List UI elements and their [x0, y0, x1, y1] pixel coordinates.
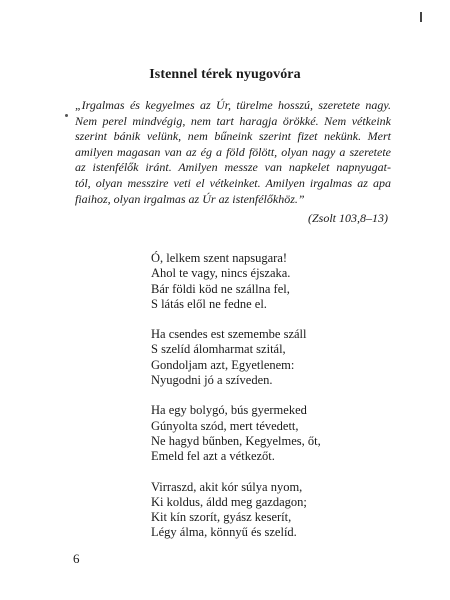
verse-line: Ki koldus, áldd meg gazdagon;: [151, 494, 307, 509]
bible-citation: (Zsolt 103,8–13): [307, 211, 388, 225]
epigraph-line: szerint bánik velünk, nem bűneink szerint fizet nekünk. Mert: [75, 129, 391, 144]
verse-line: Ha egy bolygó, bús gyermeked: [151, 403, 307, 418]
verse-line: Légy álma, könnyű és szelíd.: [151, 525, 297, 540]
verse-line: S szelíd álomharmat szitál,: [151, 342, 286, 357]
verse-line: S látás elől ne fedne el.: [151, 296, 267, 311]
epigraph-line: amilyen magasan van az ég a föld fölött, olyan nagy a szeretete: [75, 144, 391, 159]
epigraph-line: tól, olyan messzire veti el vétkeinket. Amilyen irgalmas az apa: [75, 175, 391, 190]
epigraph-line: „Irgalmas és kegyelmes az Úr, türelme hosszú, szeretete nagy.: [75, 98, 391, 112]
epigraph-quote: [75, 98, 391, 207]
epigraph-line: Nem perel mindvégig, nem tart haragja örökké. Nem vétkeink: [75, 113, 391, 128]
scan-mark: [420, 12, 422, 22]
verse-line: Kit kín szorít, gyász keserít,: [151, 510, 292, 525]
verse-line: Ne hagyd bűnben, Kegyelmes, őt,: [151, 433, 321, 448]
verse-line: Emeld fel azt a vétkezőt.: [151, 449, 275, 464]
epigraph-line: az istenfélők iránt. Amilyen messze van napkelet napnyugat-: [75, 160, 391, 175]
page-number: 6: [73, 551, 80, 566]
verse-line: Gúnyolta szód, mert tévedett,: [151, 418, 299, 433]
stanza: [151, 403, 321, 464]
stanza: [151, 480, 321, 541]
verse-line: Ó, lelkem szent napsugara!: [151, 251, 288, 265]
verse-line: Ha csendes est szemembe száll: [151, 327, 307, 342]
verse-line: Ahol te vagy, nincs éjszaka.: [151, 266, 291, 281]
margin-dot: [65, 114, 68, 117]
poem: [151, 251, 321, 556]
page-title: Istennel térek nyugovóra: [149, 67, 301, 82]
stanza: [151, 327, 321, 388]
verse-line: Nyugodni jó a szíveden.: [151, 373, 273, 388]
epigraph-line: fiaihoz, olyan irgalmas az Úr az istenfélőkhöz.”: [75, 191, 305, 206]
verse-line: Virraszd, akit kór súlya nyom,: [151, 479, 303, 494]
stanza: [151, 251, 321, 312]
verse-line: Bár földi köd ne szállna fel,: [151, 281, 290, 296]
verse-line: Gondoljam azt, Egyetlenem:: [151, 357, 295, 372]
